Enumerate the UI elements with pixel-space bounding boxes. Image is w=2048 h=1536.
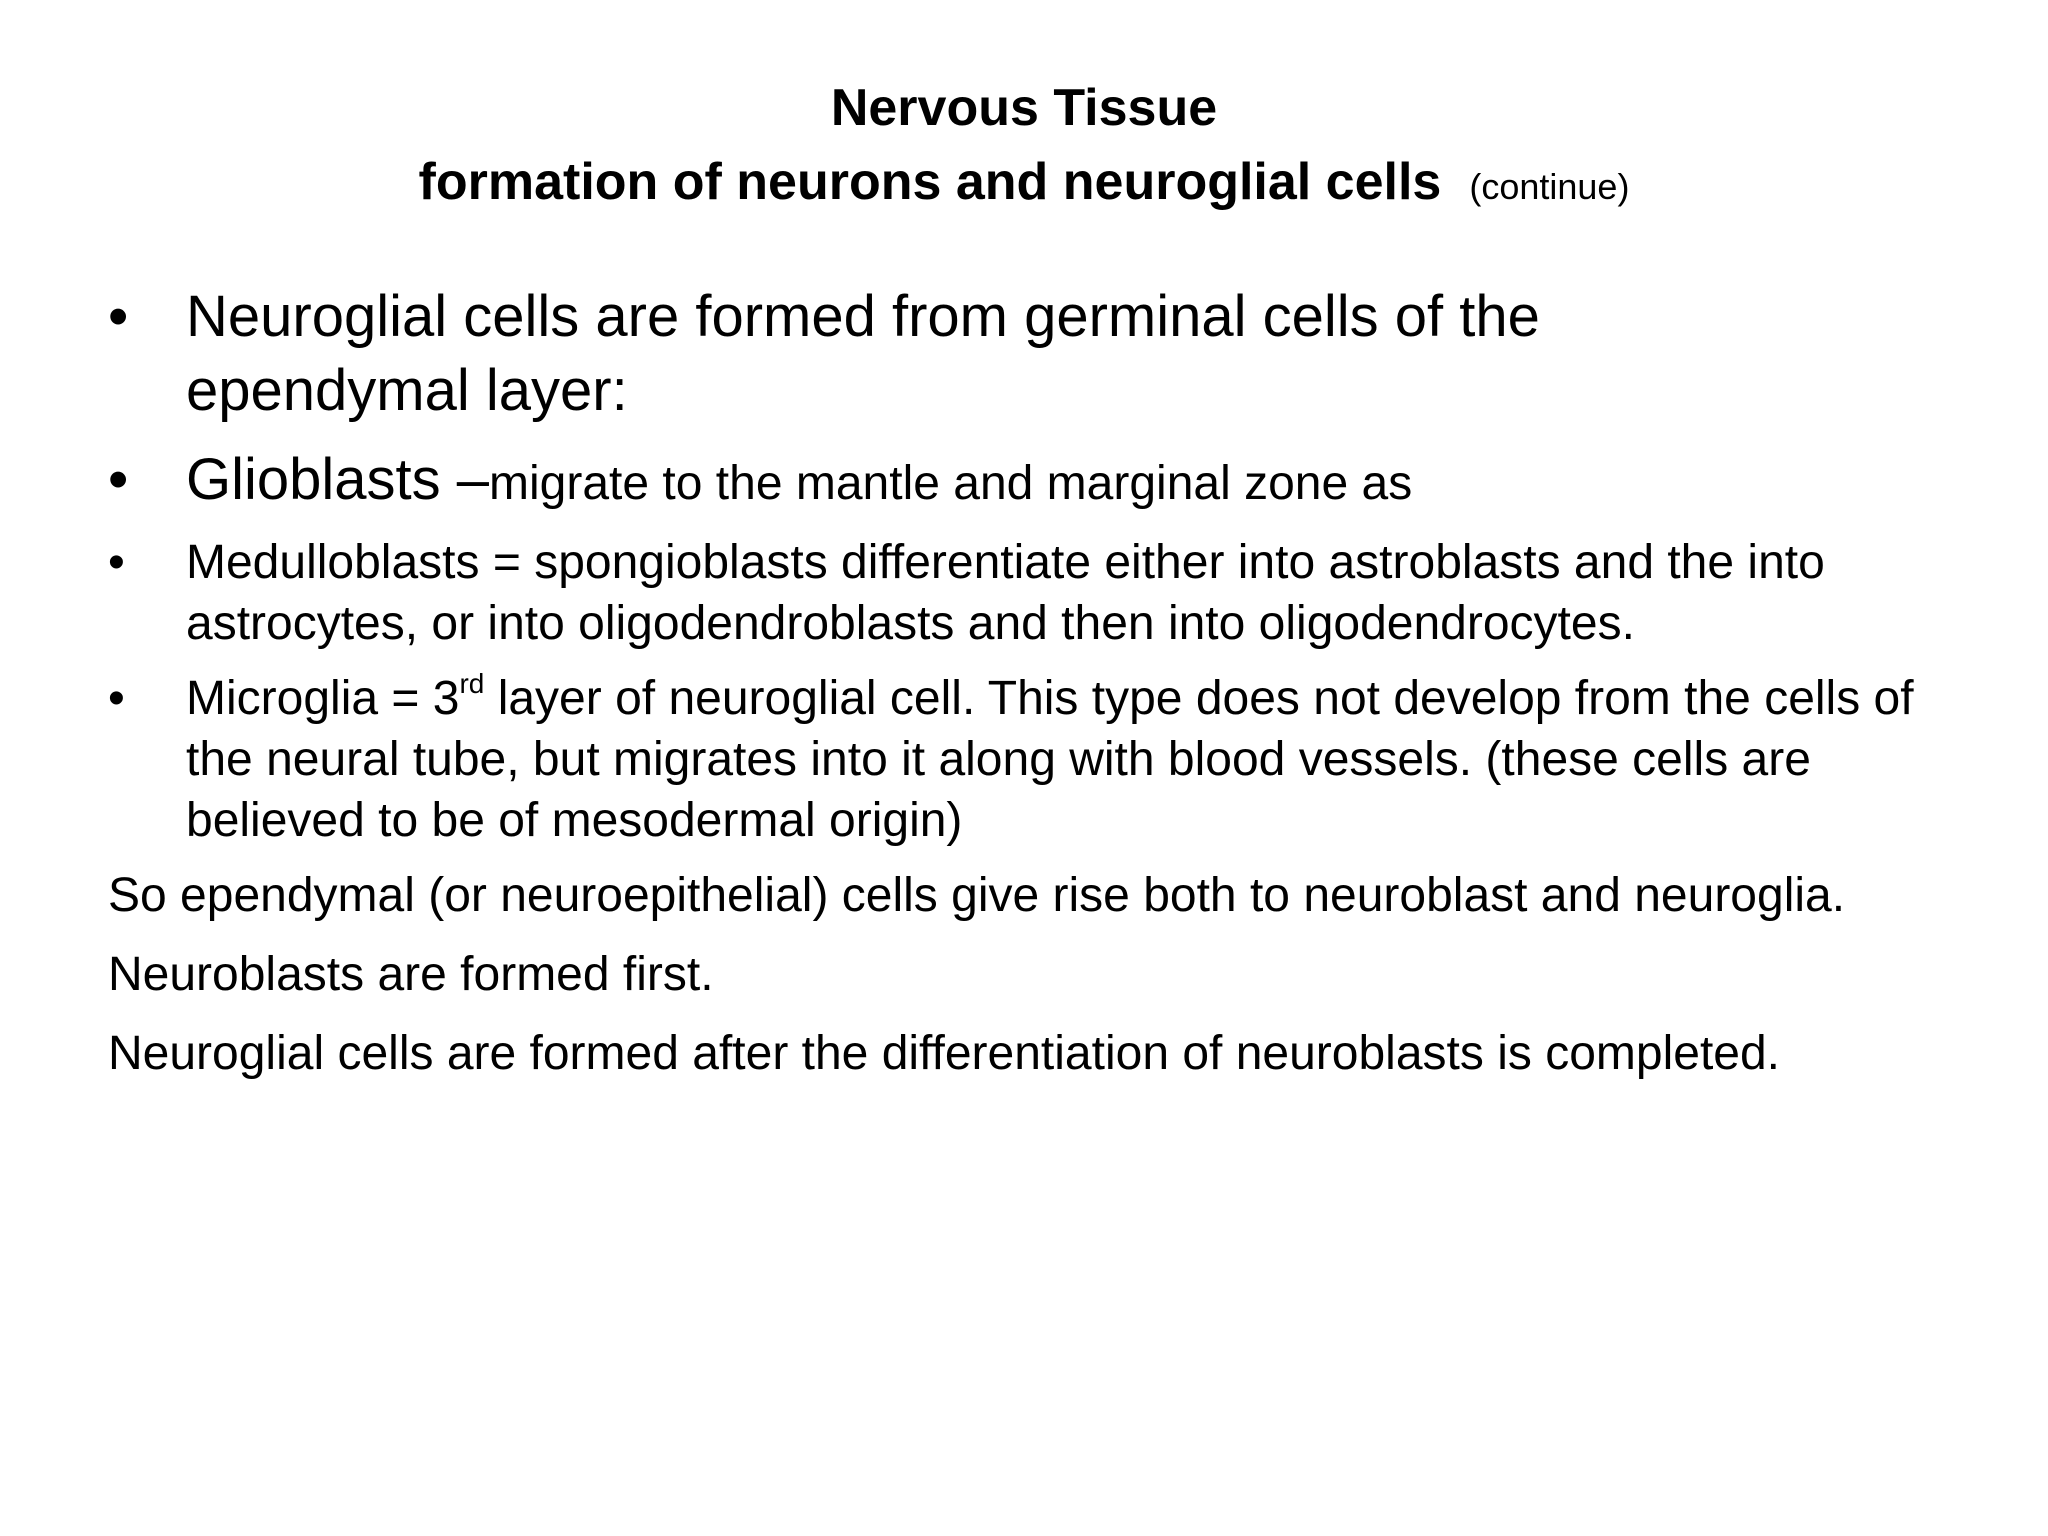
paragraph-ependymal: So ependymal (or neuroepithelial) cells give rise both to neuroblast and neuroglia. <box>108 869 1846 922</box>
paragraph-neuroglial-after: Neuroglial cells are formed after the differentiation of neuroblasts is completed. <box>108 1027 1781 1080</box>
bullet-lead: Glioblasts – <box>186 447 490 512</box>
bullet-dot: • <box>108 447 129 512</box>
bullet-text: Neuroglial cells are formed from germinal cells of the ependymal layer: <box>186 284 1540 423</box>
bullet-text-post: layer of neuroglial cell. This type does not develop from the cells of the neural tube, but migrates into it along with blood vessels. (these cells are believed to be of mesodermal origin) <box>186 672 1914 847</box>
slide-subtitle <box>0 146 2048 223</box>
bullet-item-microglia <box>108 668 1978 851</box>
paragraph-neuroblasts-first: Neuroblasts are formed first. <box>108 948 714 1001</box>
subtitle-main: formation of neurons and neuroglial cells <box>418 153 1442 211</box>
bullet-item-medulloblasts <box>108 532 1978 654</box>
bullet-text-pre: Microglia = 3 <box>186 672 460 725</box>
slide-title: Nervous Tissue <box>830 79 1218 137</box>
bullet-dot: • <box>108 284 129 349</box>
bullet-dot: • <box>108 536 125 589</box>
slide-content <box>108 280 1978 1102</box>
bullet-item-glioblasts <box>108 442 1978 522</box>
subtitle-note: (continue) <box>1469 166 1630 207</box>
bullet-superscript: rd <box>459 668 485 699</box>
bullet-text: Medulloblasts = spongioblasts differentiate either into astroblasts and the into astrocytes, or into oligodendroblasts and then into oligodendrocytes. <box>186 536 1825 650</box>
bullet-dot: • <box>108 672 125 725</box>
bullet-tail: migrate to the mantle and marginal zone as <box>489 457 1413 510</box>
bullet-item-neuroglial-origin <box>108 280 1806 428</box>
